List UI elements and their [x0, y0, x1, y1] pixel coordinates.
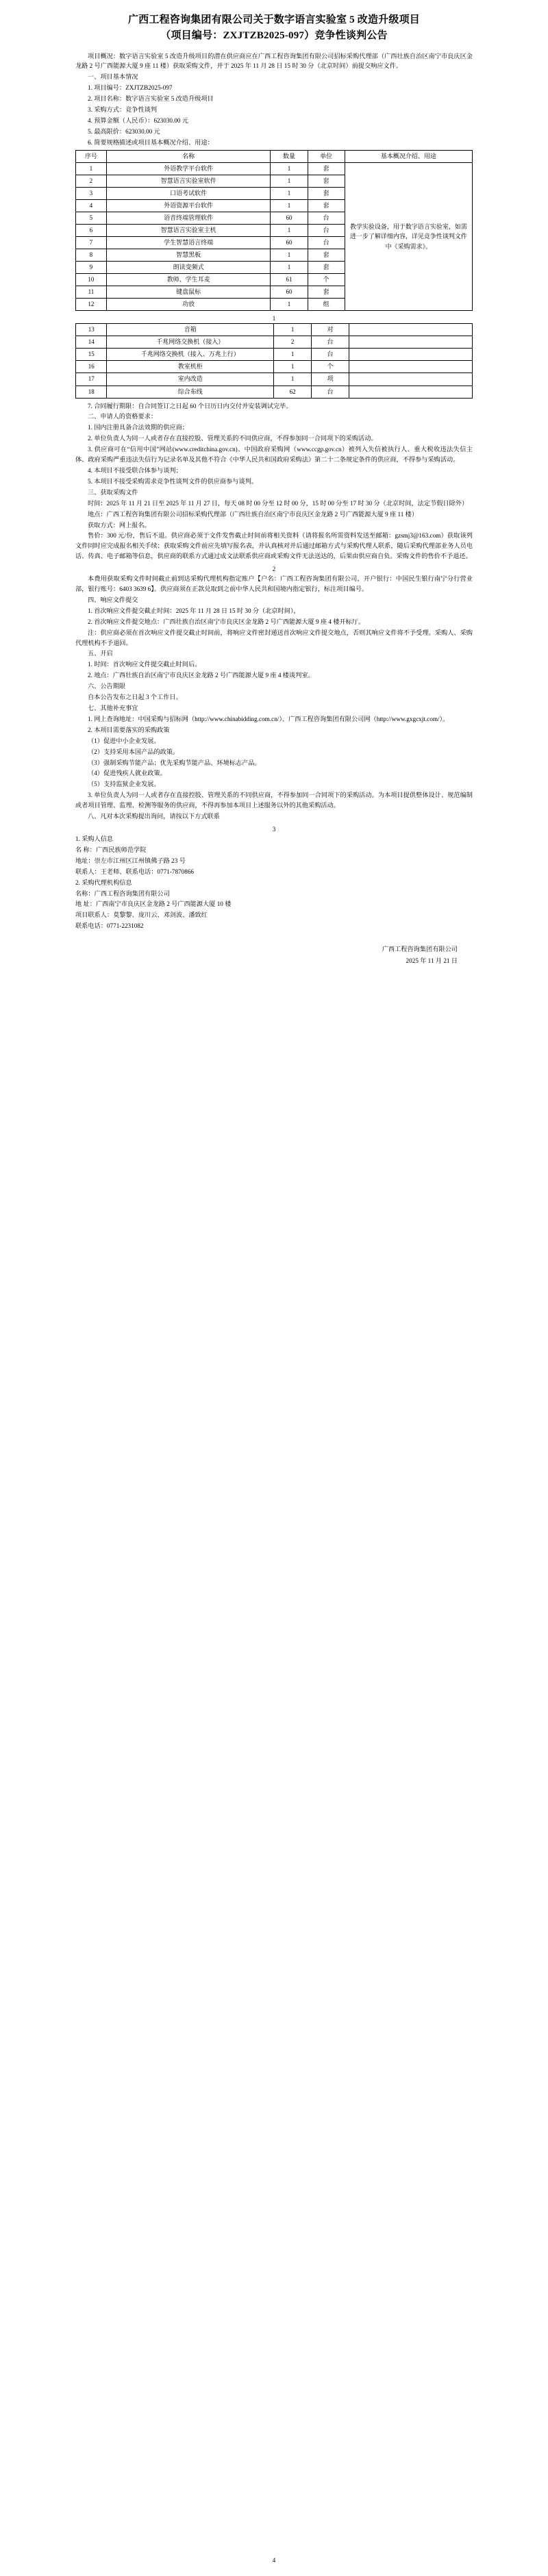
table-cell: 项 — [312, 373, 349, 386]
page-title — [41, 12, 507, 45]
table-cell: 14 — [76, 336, 107, 349]
contact-purchaser-name: 名 称：广西民族师范学院 — [75, 846, 147, 853]
table-cell: 1 — [274, 324, 312, 336]
table-cell: 10 — [76, 274, 107, 286]
table-cell-memo-blank — [349, 349, 472, 361]
table-cell: 60 — [271, 212, 308, 224]
table-cell: 60 — [271, 236, 308, 249]
title-line-2: （项目编号：ZXJTZB2025-097）竞争性谈判公告 — [160, 30, 388, 42]
table-cell: 综合布线 — [107, 386, 274, 398]
section-4-heading: 四、响应文件提交 — [88, 596, 138, 603]
signature-block — [75, 944, 473, 966]
signature-date: 2025 年 11 月 21 日 — [406, 957, 458, 964]
page-number-1: 1 — [272, 315, 276, 323]
procurement-items-table-part2 — [75, 323, 473, 398]
signature-organization: 广西工程咨询集团有限公司 — [382, 946, 458, 953]
table-cell: 2 — [274, 336, 312, 349]
table-cell-memo-blank — [349, 336, 472, 349]
section-1-heading: 一、项目基本情况 — [88, 73, 138, 81]
table-cell: 套 — [308, 199, 345, 212]
contact-agency-address: 地 址：广西南宁市良庆区金龙路 2 号广西能源大厦 10 楼 — [75, 900, 232, 908]
table-cell: 套 — [308, 286, 345, 299]
table-cell: 套 — [308, 187, 345, 199]
section-3-item-4: 售价：300 元/份，售后不退。供应商必须于文件发售截止时间前将相关资料（请将报名所需资料发送至邮箱：gzsmj3@163.com）获取该列文件同时应完成报名相关手续；获取采购文件前应先填写报名表，并认真核对并后通过邮箱方式与采购代理人联系，随后采购代理部业务人员电话、传真、电子邮箱等信息，供应商的联系方式通过成文法联系供应商或采购文件无法送达的，后果由供应商自负。采购文件的售价不予退还。 — [75, 532, 473, 560]
table-cell: 套 — [308, 175, 345, 187]
table-cell: 套 — [308, 249, 345, 262]
section-7-policy-4: （4）促进残疾人就业政策。 — [88, 770, 166, 777]
section-1-item-6: 6. 简要规格描述或项目基本概况介绍、用途： — [88, 138, 214, 146]
section-1-item-7: 7. 合同履行期限：自合同签订之日起 60 个日历日内交付并安装调试完毕。 — [88, 402, 292, 409]
table-cell: 台 — [308, 224, 345, 236]
procurement-items-table-part1 — [75, 150, 473, 312]
table-cell: 1 — [76, 162, 107, 175]
table-cell: 台 — [308, 236, 345, 249]
table-cell: 2 — [76, 175, 107, 187]
table-cell: 教室机柜 — [107, 361, 274, 373]
table-row — [76, 162, 473, 175]
table-cell: 对 — [312, 324, 349, 336]
header-no: 序号 — [76, 150, 107, 162]
table-cell: 16 — [76, 361, 107, 373]
section-2-item-1: 1. 国内注册具备合法效期的供应商； — [88, 424, 188, 431]
table-cell: 1 — [271, 299, 308, 311]
table-cell-memo: 教学实验设备，用于数字语言实验室，如需进一步了解详细内容，详见竞争性谈判文件中《采购需求》。 — [345, 162, 472, 311]
table-cell-memo-blank — [349, 386, 472, 398]
table-header-row — [76, 150, 473, 162]
table-cell: 功放 — [106, 299, 271, 311]
section-2-item-2: 2. 单位负责人为同一人或者存在直接控股、管理关系的不同供应商，不得参加同一合同项下的采购活动。 — [88, 435, 377, 442]
table-row — [76, 336, 473, 349]
contact-purchaser-heading: 1. 采购人信息 — [75, 835, 114, 842]
table-cell: 1 — [271, 224, 308, 236]
table-cell: 音箱 — [107, 324, 274, 336]
intro-paragraph: 项目概况：数字语言实验室 5 改造升级项目的潜在供应商应在广西工程咨询集团有限公司招标采购代理部（广西壮族自治区南宁市良庆区金龙路 2 号广西能源大厦 9 座 11 楼）获取采购文件，并于 2025 年 11 月 28 日 15 时 30 分（北京时间）前提交响应文件。 — [75, 52, 473, 70]
section-7-item-3: 3. 单位负责人为同一人或者存在直接控股、管理关系的不同供应商，不得参加同一合同项下的采购活动。为本项目提供整体设计、规范编制或者项目管理、监理、检测等服务的供应商，不得再参加本项目上述服务以外的其他采购活动。 — [75, 792, 473, 809]
table-row — [76, 349, 473, 361]
table-cell: 1 — [271, 175, 308, 187]
table-row — [76, 373, 473, 386]
header-memo: 基本概况介绍、用途 — [345, 150, 472, 162]
section-7-policy-1: （1）促进中小企业发展。 — [88, 737, 160, 744]
section-7-policy-3: （3）强制采购节能产品；优先采购节能产品、环境标志产品。 — [88, 759, 261, 766]
table-cell: 4 — [76, 199, 107, 212]
table-row — [76, 361, 473, 373]
table-cell: 套 — [308, 262, 345, 274]
contact-purchaser-address: 地址：崇左市江州区江州镇佛子路 23 号 — [75, 857, 186, 864]
section-7-policy-5: （5）支持监狱企业发展。 — [88, 781, 160, 788]
table-cell: 千兆网络交换机（接入） — [107, 336, 274, 349]
header-name: 名称 — [106, 150, 271, 162]
section-2-heading: 二、申请人的资格要求： — [88, 413, 158, 420]
table-cell: 11 — [76, 286, 107, 299]
table-cell: 15 — [76, 349, 107, 361]
table-cell: 个 — [312, 361, 349, 373]
table-cell: 62 — [274, 386, 312, 398]
table-cell: 5 — [76, 212, 107, 224]
table-cell: 个 — [308, 274, 345, 286]
table-cell: 台 — [312, 349, 349, 361]
header-qty: 数量 — [271, 150, 308, 162]
table-cell: 智慧语言实验室主机 — [106, 224, 271, 236]
section-3-payment-note: 本费用获取采购文件时间截止前到达采购代理机构指定账户【户名：广西工程咨询集团有限公司，开户银行：中国民生银行南宁分行营业部，银行账号：6403 3639 6】。供应商须在正款兑取到之前中华人民共和国境内指定银行，标注项目编号。 — [75, 575, 473, 593]
page-number-3: 3 — [272, 825, 276, 833]
table-cell: 朗读变频式 — [106, 262, 271, 274]
table-cell: 智慧黑板 — [106, 249, 271, 262]
section-8-heading: 八、凡对本次采购提出询问，请按以下方式联系 — [88, 813, 220, 820]
table-cell: 学生智慧语言终端 — [106, 236, 271, 249]
title-line-1: 广西工程咨询集团有限公司关于数字语言实验室 5 改造升级项目 — [127, 14, 420, 25]
section-7-item-1: 1. 网上查询地址：中国采购与招标网（http://www.chinabidding.com.cn/）、广西工程咨询集团有限公司网（http://www.gxgcxjt.com/）。 — [88, 715, 449, 722]
table-cell: 17 — [76, 373, 107, 386]
section-5-item-1: 1. 时间：首次响应文件提交截止时间后。 — [88, 661, 201, 668]
section-3-item-3: 获取方式：网上报名。 — [88, 521, 151, 529]
section-3-heading: 三、获取采购文件 — [88, 488, 138, 496]
section-1-item-1: 1. 项目编号：ZXJTZB2025-097 — [88, 84, 173, 92]
table-cell: 1 — [271, 249, 308, 262]
section-1-item-3: 3. 采购方式：竞争性谈判 — [88, 106, 158, 114]
section-2-item-3: 3. 供应商可在“信用中国”网站(www.creditchina.gov.cn)、中国政府采购网（www.ccgp.gov.cn）被列入失信被执行人、重大税收违法失信主体、政府采购严重违法失信行为记录名单及其他不符合《中华人民共和国政府采购法》第二十二条规定条件的供应商，不得参与采购活动。 — [75, 446, 473, 464]
table-cell: 1 — [274, 349, 312, 361]
table-cell: 教师、学生耳麦 — [106, 274, 271, 286]
section-4-item-1: 1. 首次响应文件提交截止时间：2025 年 11 月 28 日 15 时 30 分（北京时间）， — [88, 607, 300, 614]
table-cell: 外语教学平台软件 — [106, 162, 271, 175]
table-cell: 室内改造 — [107, 373, 274, 386]
table-cell: 1 — [274, 361, 312, 373]
section-7-item-2: 2. 本项目需要落实的采购政策 — [88, 726, 170, 733]
table-cell: 台 — [312, 336, 349, 349]
contact-agency-persons: 项目联系人：莫黎黎、庞川云、邓剑波、潘致红 — [75, 911, 208, 919]
section-6-item-1: 自本公告发布之日起 3 个工作日。 — [88, 694, 182, 701]
section-3-item-2: 地点：广西工程咨询集团有限公司招标采购代理部（广西壮族自治区南宁市良庆区金龙路 2 号广西能源大厦 9 座 11 楼） — [88, 510, 419, 518]
contact-agency-name: 名称：广西工程咨询集团有限公司 — [75, 889, 170, 897]
table-cell: 7 — [76, 236, 107, 249]
table-cell: 1 — [271, 162, 308, 175]
section-2-item-5: 5. 本项目不接受采购需求竞争性谈判文件的供应商参与谈判。 — [88, 477, 258, 485]
table-cell: 8 — [76, 249, 107, 262]
section-4-item-2: 2. 首次响应文件提交地点：广西壮族自治区南宁市良庆区金龙路 2 号广西能源大厦 9 座 4 楼开标厅。 — [88, 618, 365, 625]
section-2-item-4: 4. 本项目不接受联合体参与谈判； — [88, 466, 182, 474]
section-1-item-5: 5. 最高限价：623030.00 元 — [88, 127, 160, 135]
table-cell: 6 — [76, 224, 107, 236]
section-1-item-2: 2. 项目名称：数字语言实验室 5 改造升级项目 — [88, 95, 214, 103]
table-cell: 外语资源平台软件 — [106, 199, 271, 212]
document-body — [75, 51, 473, 967]
table-cell: 组 — [308, 299, 345, 311]
section-7-policy-2: （2）支持采用本国产品的政策。 — [88, 748, 179, 755]
table-row — [76, 386, 473, 398]
header-unit: 单位 — [308, 150, 345, 162]
table-cell: 千兆网络交换机（接入、万兆上行） — [107, 349, 274, 361]
table-cell: 13 — [76, 324, 107, 336]
section-6-heading: 六、公告期限 — [88, 683, 126, 690]
table-cell: 1 — [271, 187, 308, 199]
section-5-item-2: 2. 地点：广西壮族自治区南宁市良庆区金龙路 2 号广西能源大厦 9 座 4 楼谈判室。 — [88, 672, 314, 679]
table-cell: 18 — [76, 386, 107, 398]
table-row — [76, 324, 473, 336]
contact-agency-phone: 联系电话：0771-2231082 — [75, 922, 144, 930]
table-cell: 口语考试软件 — [106, 187, 271, 199]
table-cell: 3 — [76, 187, 107, 199]
page-number-4: 4 — [272, 2557, 276, 2564]
table-cell: 台 — [312, 386, 349, 398]
section-1-item-4: 4. 预算金额（人民币）：623030.00 元 — [88, 116, 188, 124]
table-cell: 1 — [274, 373, 312, 386]
section-3-item-1: 时间：2025 年 11 月 21 日至 2025 年 11 月 27 日，每天 08 时 00 分至 12 时 00 分，15 时 00 分至 17 时 30 分（北京时间，法定节假日除外） — [88, 499, 469, 507]
table-cell-memo-blank — [349, 361, 472, 373]
table-cell: 61 — [271, 274, 308, 286]
section-7-heading: 七、其他补充事宜 — [88, 705, 138, 712]
table-cell: 套 — [308, 162, 345, 175]
contact-agency-heading: 2. 采购代理机构信息 — [75, 879, 132, 886]
table-cell: 9 — [76, 262, 107, 274]
table-cell: 60 — [271, 286, 308, 299]
page-number-2: 2 — [272, 566, 276, 573]
table-cell: 台 — [308, 212, 345, 224]
table-cell: 1 — [271, 262, 308, 274]
section-5-heading: 五、开启 — [88, 650, 113, 657]
table-cell-memo-blank — [349, 324, 472, 336]
table-cell: 键盘鼠标 — [106, 286, 271, 299]
table-cell: 语音终端管理软件 — [106, 212, 271, 224]
table-cell: 12 — [76, 299, 107, 311]
section-4-note: 注：供应商必须在首次响应文件提交截止时间前，将响应文件密封递送首次响应文件提交地点，否则其响应文件将不予受理。采购人、采购代理机构不予退回。 — [75, 629, 473, 646]
table-cell: 1 — [271, 199, 308, 212]
contact-purchaser-phone: 联系人：王老师、联系电话：0771-7870866 — [75, 868, 195, 875]
table-cell: 智慧语言实验室软件 — [106, 175, 271, 187]
table-cell-memo-blank — [349, 373, 472, 386]
